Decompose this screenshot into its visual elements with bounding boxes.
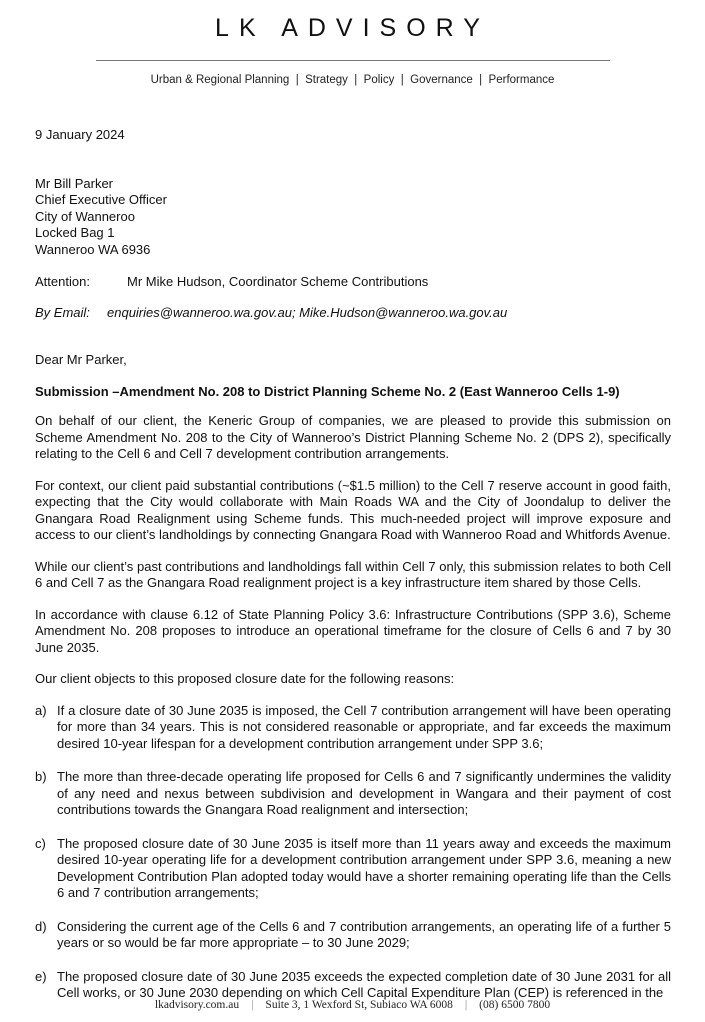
letter-body xyxy=(35,127,671,1019)
paragraph: Our client objects to this proposed closure date for the following reasons: xyxy=(35,671,455,686)
footer-website[interactable]: lkadvisory.com.au xyxy=(154,999,240,1011)
list-marker: a) xyxy=(35,702,47,718)
list-text: The more than three-decade operating life proposed for Cells 6 and 7 significantly undermines the validity of any need and nexus between subdivision and development in Wangara and their payment of cost contributions towards the Gnangara Road realignment and intersection; xyxy=(57,769,671,817)
list-marker: c) xyxy=(35,835,46,851)
header-tagline: Urban & Regional Planning | Strategy | Policy | Governance | Performance xyxy=(150,74,555,86)
reasons-list xyxy=(35,703,671,1002)
list-item xyxy=(35,703,671,753)
recipient-address xyxy=(35,176,671,259)
email-addresses[interactable]: enquiries@wanneroo.wa.gov.au; Mike.Hudson@wanneroo.wa.gov.au xyxy=(107,304,508,320)
list-text: Considering the current age of the Cells 6 and 7 contribution arrangements, an operating life of a further 5 years or so would be far more appropriate – to 30 June 2029; xyxy=(57,918,671,950)
list-text: The proposed closure date of 30 June 2035 is itself more than 11 years away and exceeds the maximum desired 10-year operating life for a development contribution arrangement under SPP 3.6, meaning a new Development Contribution Plan adopted today would have a shorter remaining operating life than the Cells 6 and 7 contribution arrangements; xyxy=(57,835,671,900)
salutation: Dear Mr Parker, xyxy=(35,352,127,367)
list-item xyxy=(35,969,671,1002)
list-item xyxy=(35,769,671,819)
footer-separator: | xyxy=(464,999,468,1011)
paragraph: For context, our client paid substantial contributions (~$1.5 million) to the Cell 7 reserve account in good faith, expecting that the City would collaborate with Main Roads WA and the City of Joondalup to deliver the Gnangara Road Realignment using Scheme funds. This much-needed project will improve exposure and access to our client’s landholdings by connecting Gnangara Road with Wanneroo Road and Whitfords Avenue. xyxy=(35,477,671,542)
recipient-line: Chief Executive Officer xyxy=(35,192,167,207)
paragraph: In accordance with clause 6.12 of State Planning Policy 3.6: Infrastructure Contributions (SPP 3.6), Scheme Amendment No. 208 proposes to introduce an operational timeframe for the closure of Cells 6 and 7 by 30 June 2035. xyxy=(35,606,671,655)
recipient-line: City of Wanneroo xyxy=(35,208,135,224)
list-item xyxy=(35,919,671,952)
page-footer xyxy=(0,999,705,1011)
list-marker: e) xyxy=(35,968,47,984)
attention-label: Attention: xyxy=(35,274,90,289)
list-marker: b) xyxy=(35,769,47,784)
list-marker: d) xyxy=(35,918,47,934)
recipient-line: Locked Bag 1 xyxy=(35,225,115,240)
paragraph: While our client’s past contributions and landholdings fall within Cell 7 only, this submission relates to both Cell 6 and Cell 7 as the Gnangara Road realignment project is a key infrastructure item shared by those Cells. xyxy=(35,558,671,590)
footer-separator: | xyxy=(251,999,254,1011)
recipient-line: Mr Bill Parker xyxy=(35,175,114,191)
attention-value: Mr Mike Hudson, Coordinator Scheme Contributions xyxy=(127,274,429,289)
email-label: By Email: xyxy=(35,304,90,320)
subject-line: Submission –Amendment No. 208 to District Planning Scheme No. 2 (East Wanneroo Cells 1-9) xyxy=(35,383,620,399)
recipient-line: Wanneroo WA 6936 xyxy=(35,241,151,257)
attention-row xyxy=(35,274,671,291)
footer-phone: (08) 6500 7800 xyxy=(479,999,551,1011)
footer-address: Suite 3, 1 Wexford St, Subiaco WA 6008 xyxy=(265,999,453,1011)
list-text: If a closure date of 30 June 2035 is imposed, the Cell 7 contribution arrangement will have been operating for more than 34 years. This is not considered reasonable or appropriate, and far exceeds the maximum desired 10-year lifespan for a development contribution arrangement under SPP 3.6; xyxy=(57,702,671,751)
header-divider xyxy=(96,60,610,61)
paragraph: On behalf of our client, the Keneric Group of companies, we are pleased to provide this submission on Scheme Amendment No. 208 to the City of Wanneroo’s District Planning Scheme No. 2 (DPS 2), specifically relating to the Cell 6 and Cell 7 development contribution arrangements. xyxy=(35,413,671,461)
list-text: The proposed closure date of 30 June 2035 exceeds the expected completion date of 30 June 2031 for all Cell works, or 30 June 2030 depending on which Cell Capital Expenditure Plan (CEP) is referenced in the xyxy=(57,968,671,1000)
company-logo: LK ADVISORY xyxy=(215,14,490,42)
list-item xyxy=(35,836,671,902)
email-row xyxy=(35,305,671,322)
letter-date: 9 January 2024 xyxy=(35,127,125,142)
